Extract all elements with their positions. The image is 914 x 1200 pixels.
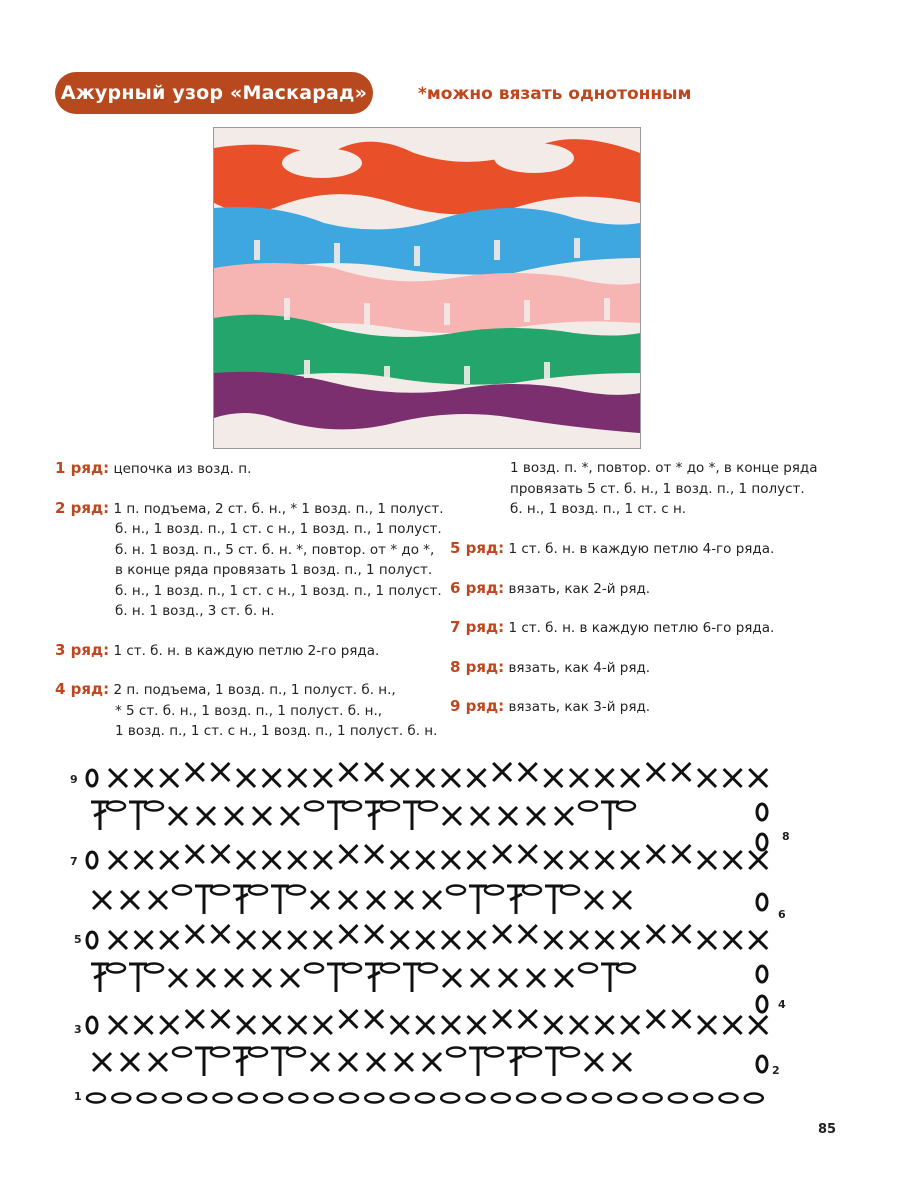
row-2-instruction <box>55 498 445 622</box>
single-crochet-symbol <box>225 807 243 825</box>
single-crochet-symbol <box>519 925 537 943</box>
single-crochet-symbol <box>93 891 111 909</box>
chain-stitch-symbol <box>561 886 579 895</box>
row-6-instruction <box>450 578 850 600</box>
turning-chain-symbol <box>87 1017 97 1033</box>
turning-chain-symbol <box>87 770 97 786</box>
single-crochet-symbol <box>647 845 665 863</box>
single-crochet-symbol <box>253 969 271 987</box>
single-crochet-symbol <box>527 807 545 825</box>
single-crochet-symbol <box>493 763 511 781</box>
single-crochet-symbol <box>416 931 434 949</box>
single-crochet-symbol <box>647 1010 665 1028</box>
chain-stitch-symbol <box>211 1048 229 1057</box>
single-crochet-symbol <box>672 1010 690 1028</box>
chain-stitch-symbol <box>87 1094 105 1103</box>
single-crochet-symbol <box>442 851 460 869</box>
chain-stitch-symbol <box>107 964 125 973</box>
single-crochet-symbol <box>596 851 614 869</box>
row-9-instruction <box>450 696 850 718</box>
single-crochet-symbol <box>613 891 631 909</box>
single-crochet-symbol <box>672 845 690 863</box>
single-crochet-symbol <box>423 1053 441 1071</box>
single-crochet-symbol <box>471 969 489 987</box>
chain-stitch-symbol <box>441 1094 459 1103</box>
single-crochet-symbol <box>555 807 573 825</box>
single-crochet-symbol <box>544 931 562 949</box>
single-crochet-symbol <box>499 969 517 987</box>
single-crochet-symbol <box>339 891 357 909</box>
single-crochet-symbol <box>263 931 281 949</box>
row-2-text-line: б. н., 1 возд. п., 1 ст. с н., 1 возд. п., 1 полуст. <box>115 582 442 599</box>
single-crochet-symbol <box>365 763 383 781</box>
single-crochet-symbol <box>186 1010 204 1028</box>
single-crochet-symbol <box>570 931 588 949</box>
chain-stitch-symbol <box>542 1094 560 1103</box>
single-crochet-symbol <box>499 807 517 825</box>
chart-row-number: 9 <box>70 773 78 786</box>
single-crochet-symbol <box>169 969 187 987</box>
single-crochet-symbol <box>109 851 127 869</box>
single-crochet-symbol <box>544 769 562 787</box>
single-crochet-symbol <box>288 769 306 787</box>
single-crochet-symbol <box>724 851 742 869</box>
single-crochet-symbol <box>596 769 614 787</box>
chain-stitch-symbol <box>745 1094 763 1103</box>
chain-stitch-symbol <box>249 886 267 895</box>
turning-chain-symbol <box>757 834 767 850</box>
single-crochet-symbol <box>211 1010 229 1028</box>
single-crochet-symbol <box>416 769 434 787</box>
row-4-continuation <box>510 458 870 520</box>
chain-stitch-symbol <box>617 964 635 973</box>
single-crochet-symbol <box>647 925 665 943</box>
row-2-text-line: б. н. 1 возд., 3 ст. б. н. <box>115 603 275 619</box>
chain-stitch-symbol <box>340 1094 358 1103</box>
turning-chain-symbol <box>757 1056 767 1072</box>
chain-stitch-symbol <box>669 1094 687 1103</box>
single-crochet-symbol <box>121 1053 139 1071</box>
single-crochet-symbol <box>724 769 742 787</box>
single-crochet-symbol <box>186 925 204 943</box>
chain-stitch-symbol <box>138 1094 156 1103</box>
single-crochet-symbol <box>493 925 511 943</box>
row-8-instruction <box>450 657 850 679</box>
single-crochet-symbol <box>211 845 229 863</box>
single-crochet-symbol <box>672 925 690 943</box>
single-crochet-symbol <box>519 845 537 863</box>
single-crochet-symbol <box>527 969 545 987</box>
single-crochet-symbol <box>237 931 255 949</box>
chain-stitch-symbol <box>239 1094 257 1103</box>
single-crochet-symbol <box>109 769 127 787</box>
chain-stitch-symbol <box>214 1094 232 1103</box>
single-crochet-symbol <box>314 1016 332 1034</box>
chain-stitch-symbol <box>289 1094 307 1103</box>
row-2-text-line: б. н., 1 возд. п., 1 ст. с н., 1 возд. п., 1 полуст. <box>115 521 442 537</box>
single-crochet-symbol <box>647 763 665 781</box>
single-crochet-symbol <box>621 769 639 787</box>
chart-row-number: 8 <box>782 830 790 843</box>
single-crochet-symbol <box>263 769 281 787</box>
single-crochet-symbol <box>237 769 255 787</box>
single-crochet-symbol <box>621 851 639 869</box>
single-crochet-symbol <box>365 1010 383 1028</box>
row-4-cont-line: провязать 5 ст. б. н., 1 возд. п., 1 полуст. <box>510 480 805 497</box>
turning-chain-symbol <box>757 996 767 1012</box>
turning-chain-symbol <box>87 932 97 948</box>
chain-stitch-symbol <box>523 886 541 895</box>
single-crochet-symbol <box>263 851 281 869</box>
single-crochet-symbol <box>160 931 178 949</box>
single-crochet-symbol <box>544 1016 562 1034</box>
row-3-label: 3 ряд: <box>55 640 110 659</box>
single-crochet-symbol <box>613 1053 631 1071</box>
single-crochet-symbol <box>749 851 767 869</box>
single-crochet-symbol <box>416 1016 434 1034</box>
single-crochet-symbol <box>339 845 357 863</box>
chain-stitch-symbol <box>485 886 503 895</box>
chain-stitch-symbol <box>644 1094 662 1103</box>
chain-stitch-symbol <box>561 1048 579 1057</box>
single-crochet-symbol <box>443 969 461 987</box>
chain-stitch-symbol <box>163 1094 181 1103</box>
single-crochet-symbol <box>225 969 243 987</box>
single-crochet-symbol <box>365 925 383 943</box>
chain-stitch-symbol <box>315 1094 333 1103</box>
single-crochet-symbol <box>442 931 460 949</box>
chart-row-number: 3 <box>74 1023 82 1036</box>
single-crochet-symbol <box>391 1016 409 1034</box>
row-2-label: 2 ряд: <box>55 498 110 517</box>
single-crochet-symbol <box>197 969 215 987</box>
turning-chain-symbol <box>87 852 97 868</box>
single-crochet-symbol <box>237 1016 255 1034</box>
chain-stitch-symbol <box>694 1094 712 1103</box>
chain-stitch-symbol <box>188 1094 206 1103</box>
single-crochet-symbol <box>288 931 306 949</box>
row-4-text-line: * 5 ст. б. н., 1 возд. п., 1 полуст. б. н., <box>115 702 383 719</box>
chain-stitch-symbol <box>287 1048 305 1057</box>
single-crochet-symbol <box>281 807 299 825</box>
row-8-text: вязать, как 4-й ряд. <box>508 659 651 676</box>
chart-row-number: 1 <box>74 1090 82 1103</box>
chain-stitch-symbol <box>107 802 125 811</box>
single-crochet-symbol <box>135 851 153 869</box>
single-crochet-symbol <box>311 1053 329 1071</box>
single-crochet-symbol <box>468 931 486 949</box>
single-crochet-symbol <box>314 769 332 787</box>
single-crochet-symbol <box>698 851 716 869</box>
chain-stitch-symbol <box>391 1094 409 1103</box>
single-crochet-symbol <box>186 763 204 781</box>
single-crochet-symbol <box>149 1053 167 1071</box>
chart-row-number: 6 <box>778 908 786 921</box>
chain-stitch-symbol <box>145 964 163 973</box>
single-crochet-symbol <box>519 1010 537 1028</box>
pattern-photo <box>213 127 641 449</box>
single-crochet-symbol <box>339 925 357 943</box>
chain-stitch-symbol <box>211 886 229 895</box>
chain-stitch-symbol <box>467 1094 485 1103</box>
row-1-label: 1 ряд: <box>55 459 110 477</box>
chain-stitch-symbol <box>447 1048 465 1057</box>
row-2-text-line: в конце ряда провязать 1 возд. п., 1 полуст. <box>115 562 433 578</box>
crochet-symbol-chart <box>0 750 914 1120</box>
single-crochet-symbol <box>698 931 716 949</box>
chart-row-number: 5 <box>74 933 82 946</box>
single-crochet-symbol <box>724 1016 742 1034</box>
single-crochet-symbol <box>149 891 167 909</box>
row-9-text: вязать, как 3-й ряд. <box>508 699 651 715</box>
single-crochet-symbol <box>519 763 537 781</box>
chain-stitch-symbol <box>173 886 191 895</box>
single-crochet-symbol <box>135 931 153 949</box>
turning-chain-symbol <box>757 966 767 982</box>
single-crochet-symbol <box>135 1016 153 1034</box>
turning-chain-symbol <box>757 804 767 820</box>
pattern-note: *можно вязать однотонным <box>418 84 692 104</box>
chain-stitch-symbol <box>579 964 597 973</box>
row-6-text: вязать, как 2-й ряд. <box>508 580 651 597</box>
single-crochet-symbol <box>493 1010 511 1028</box>
chain-stitch-symbol <box>517 1094 535 1103</box>
single-crochet-symbol <box>585 891 603 909</box>
chain-stitch-symbol <box>145 802 163 811</box>
chain-stitch-symbol <box>249 1048 267 1057</box>
single-crochet-symbol <box>724 931 742 949</box>
chain-stitch-symbol <box>419 964 437 973</box>
single-crochet-symbol <box>468 851 486 869</box>
single-crochet-symbol <box>585 1053 603 1071</box>
single-crochet-symbol <box>544 851 562 869</box>
row-2-text-line: 1 п. подъема, 2 ст. б. н., * 1 возд. п., 1 полуст. <box>113 500 444 517</box>
row-5-text: 1 ст. б. н. в каждую петлю 4-го ряда. <box>508 541 775 557</box>
single-crochet-symbol <box>442 769 460 787</box>
row-5-label: 5 ряд: <box>450 539 505 557</box>
row-7-label: 7 ряд: <box>450 618 505 636</box>
single-crochet-symbol <box>197 807 215 825</box>
single-crochet-symbol <box>288 851 306 869</box>
crochet-sample-image <box>214 128 640 448</box>
single-crochet-symbol <box>160 851 178 869</box>
single-crochet-symbol <box>211 925 229 943</box>
chain-stitch-symbol <box>618 1094 636 1103</box>
single-crochet-symbol <box>570 851 588 869</box>
row-9-label: 9 ряд: <box>450 697 505 715</box>
single-crochet-symbol <box>339 1010 357 1028</box>
single-crochet-symbol <box>237 851 255 869</box>
instructions-column-right-rows <box>450 538 850 718</box>
single-crochet-symbol <box>288 1016 306 1034</box>
row-6-label: 6 ряд: <box>450 578 505 597</box>
row-1-instruction <box>55 458 445 480</box>
single-crochet-symbol <box>698 769 716 787</box>
single-crochet-symbol <box>391 769 409 787</box>
row-1-text: цепочка из возд. п. <box>113 461 252 477</box>
chain-stitch-symbol <box>492 1094 510 1103</box>
single-crochet-symbol <box>570 769 588 787</box>
single-crochet-symbol <box>621 1016 639 1034</box>
single-crochet-symbol <box>109 931 127 949</box>
single-crochet-symbol <box>471 807 489 825</box>
single-crochet-symbol <box>109 1016 127 1034</box>
single-crochet-symbol <box>339 1053 357 1071</box>
chain-stitch-symbol <box>287 886 305 895</box>
single-crochet-symbol <box>160 1016 178 1034</box>
chain-stitch-symbol <box>579 802 597 811</box>
row-3-instruction <box>55 640 445 662</box>
chain-stitch-symbol <box>720 1094 738 1103</box>
row-5-instruction <box>450 538 850 560</box>
single-crochet-symbol <box>493 845 511 863</box>
chain-stitch-symbol <box>305 964 323 973</box>
single-crochet-symbol <box>135 769 153 787</box>
single-crochet-symbol <box>365 845 383 863</box>
row-4-cont-line: б. н., 1 возд. п., 1 ст. с н. <box>510 501 687 517</box>
single-crochet-symbol <box>596 931 614 949</box>
instructions-column-left <box>55 458 445 742</box>
single-crochet-symbol <box>749 769 767 787</box>
row-7-text: 1 ст. б. н. в каждую петлю 6-го ряда. <box>508 620 775 636</box>
single-crochet-symbol <box>391 851 409 869</box>
chain-stitch-symbol <box>381 802 399 811</box>
row-4-text-line: 2 п. подъема, 1 возд. п., 1 полуст. б. н., <box>113 682 396 698</box>
chain-stitch-symbol <box>447 886 465 895</box>
row-4-cont-line: 1 возд. п. *, повтор. от * до *, в конце ряда <box>510 460 818 476</box>
single-crochet-symbol <box>423 891 441 909</box>
single-crochet-symbol <box>169 807 187 825</box>
single-crochet-symbol <box>416 851 434 869</box>
single-crochet-symbol <box>314 931 332 949</box>
chain-stitch-symbol <box>343 964 361 973</box>
single-crochet-symbol <box>93 1053 111 1071</box>
row-3-text: 1 ст. б. н. в каждую петлю 2-го ряда. <box>113 642 380 659</box>
single-crochet-symbol <box>395 891 413 909</box>
single-crochet-symbol <box>570 1016 588 1034</box>
chart-row-number: 2 <box>772 1064 780 1077</box>
single-crochet-symbol <box>443 807 461 825</box>
single-crochet-symbol <box>367 1053 385 1071</box>
single-crochet-symbol <box>281 969 299 987</box>
chain-stitch-symbol <box>568 1094 586 1103</box>
single-crochet-symbol <box>442 1016 460 1034</box>
chart-row-number: 7 <box>70 855 78 868</box>
single-crochet-symbol <box>311 891 329 909</box>
turning-chain-symbol <box>757 894 767 910</box>
row-4-text-line: 1 возд. п., 1 ст. с н., 1 возд. п., 1 полуст. б. н. <box>115 723 438 739</box>
chain-stitch-symbol <box>305 802 323 811</box>
chain-stitch-symbol <box>416 1094 434 1103</box>
pattern-title: Ажурный узор «Маскарад» <box>55 72 373 114</box>
chain-stitch-symbol <box>343 802 361 811</box>
single-crochet-symbol <box>186 845 204 863</box>
single-crochet-symbol <box>263 1016 281 1034</box>
single-crochet-symbol <box>160 769 178 787</box>
chain-stitch-symbol <box>593 1094 611 1103</box>
single-crochet-symbol <box>621 931 639 949</box>
row-4-instruction <box>55 679 445 742</box>
chart-row-number: 4 <box>778 998 786 1011</box>
single-crochet-symbol <box>749 1016 767 1034</box>
row-7-instruction <box>450 617 850 639</box>
page-number: 85 <box>818 1122 837 1137</box>
chain-stitch-symbol <box>617 802 635 811</box>
chain-stitch-symbol <box>485 1048 503 1057</box>
chain-stitch-symbol <box>419 802 437 811</box>
single-crochet-symbol <box>314 851 332 869</box>
single-crochet-symbol <box>468 769 486 787</box>
chain-stitch-symbol <box>365 1094 383 1103</box>
chain-stitch-symbol <box>112 1094 130 1103</box>
row-8-label: 8 ряд: <box>450 657 505 676</box>
chain-stitch-symbol <box>381 964 399 973</box>
single-crochet-symbol <box>749 931 767 949</box>
single-crochet-symbol <box>121 891 139 909</box>
single-crochet-symbol <box>253 807 271 825</box>
single-crochet-symbol <box>395 1053 413 1071</box>
chain-stitch-symbol <box>523 1048 541 1057</box>
single-crochet-symbol <box>468 1016 486 1034</box>
single-crochet-symbol <box>211 763 229 781</box>
single-crochet-symbol <box>596 1016 614 1034</box>
row-4-label: 4 ряд: <box>55 680 110 698</box>
single-crochet-symbol <box>367 891 385 909</box>
chain-stitch-symbol <box>173 1048 191 1057</box>
single-crochet-symbol <box>698 1016 716 1034</box>
single-crochet-symbol <box>339 763 357 781</box>
single-crochet-symbol <box>672 763 690 781</box>
row-2-text-line: б. н. 1 возд. п., 5 ст. б. н. *, повтор. от * до *, <box>115 541 435 558</box>
single-crochet-symbol <box>555 969 573 987</box>
instructions-column-right <box>510 458 870 538</box>
chain-stitch-symbol <box>264 1094 282 1103</box>
single-crochet-symbol <box>391 931 409 949</box>
